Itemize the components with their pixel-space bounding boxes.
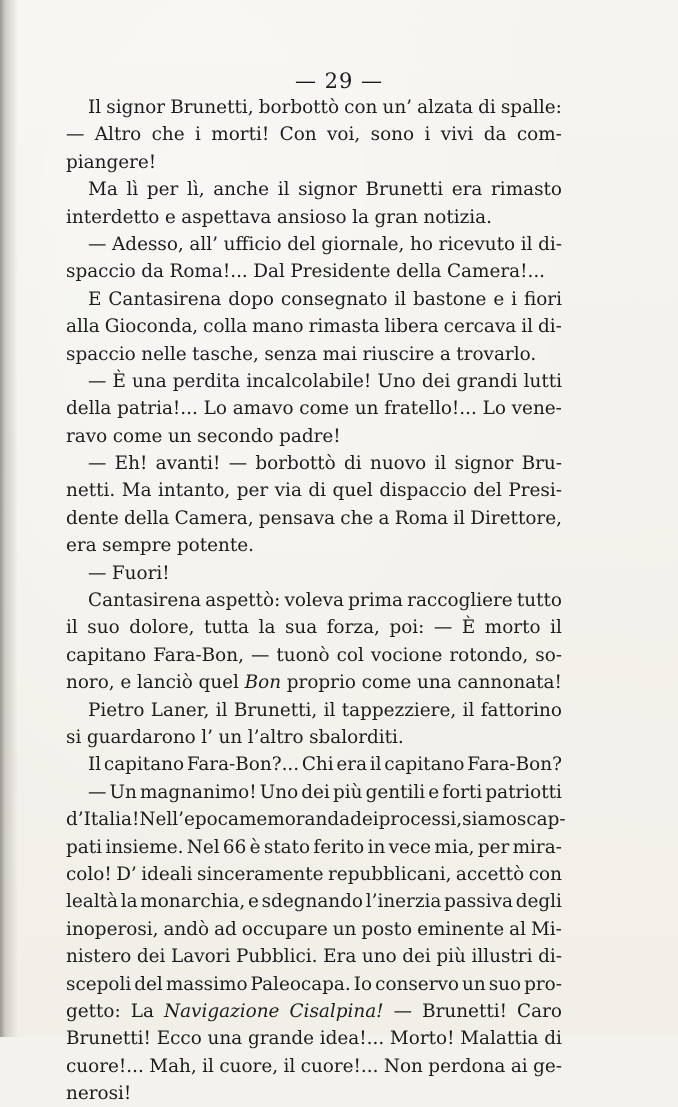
- text-line: capitano Fara-Bon, — tuonò col vocione rotondo, so-: [66, 644, 562, 666]
- text-line: E Cantasirena dopo consegnato il bastone e i fiori: [88, 288, 562, 310]
- text-line: — È una perdita incalcolabile! Uno dei grandi lutti: [88, 370, 562, 392]
- text-line: — Un magnanimo! Uno dei più gentili e forti patriotti: [88, 781, 562, 803]
- text-line: interdetto e aspettava ansioso la gran notizia.: [66, 206, 492, 228]
- text-line: Il signor Brunetti, borbottò con un’ alzata di spalle:: [88, 97, 562, 118]
- text-line: Cantasirena aspettò: voleva prima raccogliere tutto: [88, 590, 562, 612]
- text-line: spaccio da Roma!... Dal Presidente della Camera!...: [66, 261, 546, 283]
- text-line: — Eh! avanti! — borbottò di nuovo il signor Bru-: [88, 453, 562, 475]
- text-line: noro, e lanciò quel Bon proprio come una cannonata!: [66, 672, 562, 694]
- text-line: pati insieme. Nel 66 è stato ferito in vece mia, per mira-: [66, 836, 562, 858]
- binding-edge: [0, 0, 18, 1037]
- text-line: d’Italia! Nell’epoca memoranda dei processi, siamo scap-: [66, 809, 566, 831]
- text-line: nerosi!: [66, 1083, 132, 1105]
- text-line: Pietro Laner, il Brunetti, il tappezziere, il fattorino: [88, 699, 562, 721]
- text-line: getto: La Navigazione Cisalpina! — Brunetti! Caro: [66, 1000, 562, 1022]
- text-line: piangere!: [66, 151, 157, 173]
- text-line: era sempre potente.: [66, 535, 254, 557]
- text-line: colo! D’ ideali sinceramente repubblicani, accettò con: [66, 863, 562, 885]
- body-text: [66, 94, 566, 1107]
- text-line: lealtà la monarchia, e sdegnando l’inerzia passiva degli: [66, 891, 562, 913]
- text-line: alla Gioconda, colla mano rimasta libera cercava il di-: [66, 316, 562, 338]
- text-line: Ma lì per lì, anche il signor Brunetti era rimasto: [88, 179, 562, 201]
- text-line: dente della Camera, pensava che a Roma il Direttore,: [66, 507, 562, 529]
- text-line: cuore!... Mah, il cuore, il cuore!... Non perdona ai ge-: [66, 1055, 562, 1077]
- text-line: Il capitano Fara-Bon?... Chi era il capitano Fara-Bon?: [88, 754, 562, 776]
- text-line: — Altro che i morti! Con voi, sono i vivi da com-: [66, 124, 562, 146]
- text-line: spaccio nelle tasche, senza mai riuscire a trovarlo.: [66, 343, 537, 365]
- text-line: ravo come un secondo padre!: [66, 425, 341, 447]
- text-line: — Adesso, all’ ufficio del giornale, ho ricevuto il di-: [88, 233, 562, 255]
- text-line: Brunetti! Ecco una grande idea!... Morto! Malattia di: [66, 1028, 562, 1050]
- text-line: netti. Ma intanto, per via di quel dispaccio del Presi-: [66, 480, 562, 502]
- text-line: il suo dolore, tutta la sua forza, poi: — È morto il: [66, 617, 562, 639]
- text-line: nistero dei Lavori Pubblici. Era uno dei più illustri di-: [66, 946, 562, 968]
- text-line: inoperosi, andò ad occupare un posto eminente al Mi-: [66, 918, 562, 940]
- page-number: — 29 —: [294, 69, 384, 93]
- text-line: si guardarono l’ un l’altro sbalorditi.: [66, 726, 404, 748]
- text-line: scepoli del massimo Paleocapa. Io conservo un suo pro-: [66, 973, 562, 995]
- text-line: — Fuori!: [88, 562, 170, 584]
- text-line: della patria!... Lo amavo come un fratello!... Lo vene-: [66, 398, 562, 420]
